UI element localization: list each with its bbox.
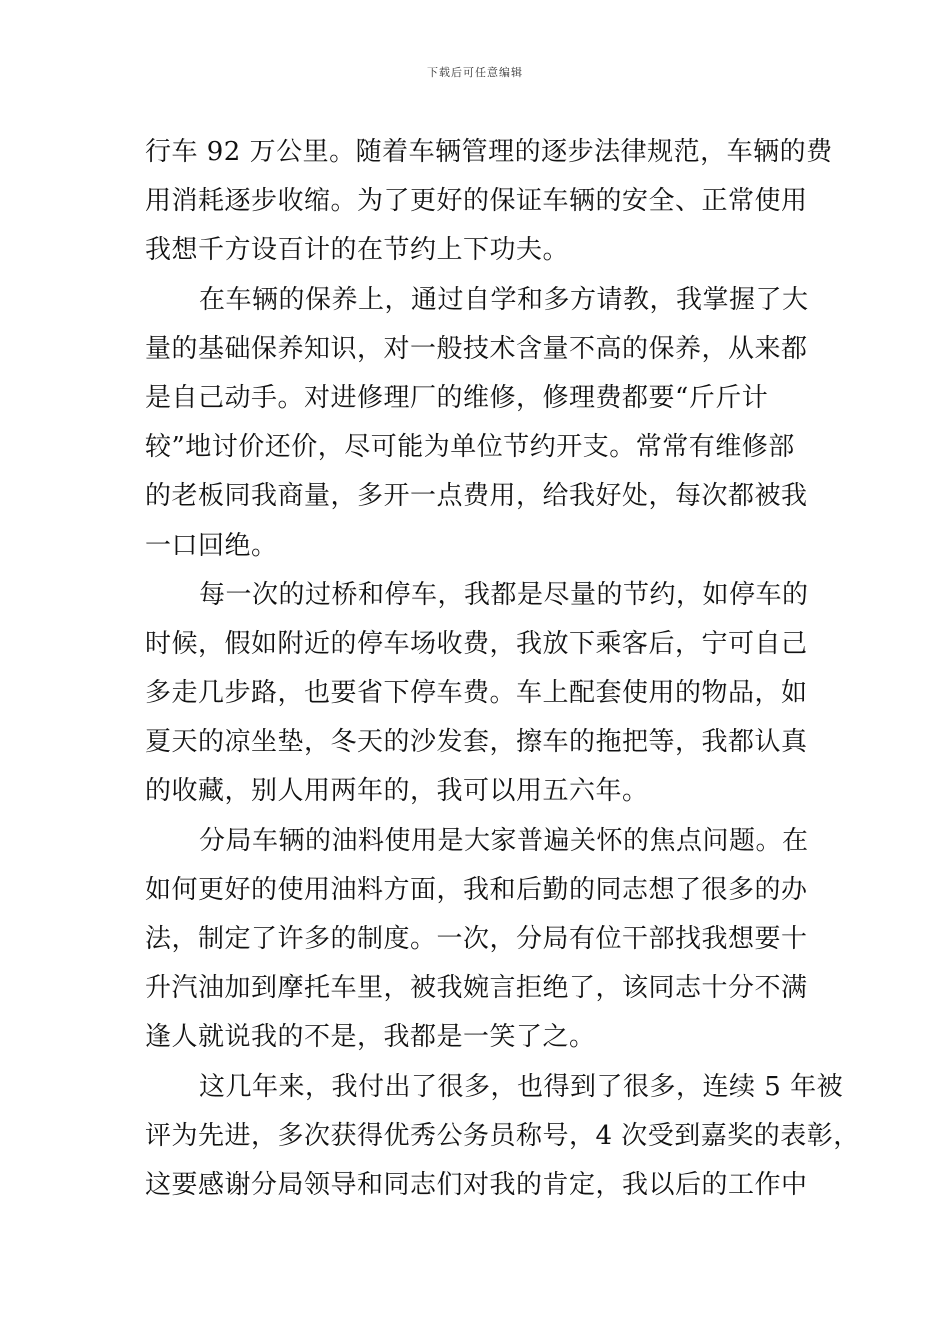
- paragraph-3: [145, 571, 815, 817]
- text-line: 是自己动手。对进修理厂的维修，修理费都要“斤斤计: [145, 382, 769, 413]
- paragraph-5: [145, 1063, 860, 1211]
- page-header: 下载后可任意编辑: [427, 66, 523, 79]
- text-line: 量的基础保养知识，对一般技术含量不高的保养，从来都: [145, 333, 808, 364]
- text-line: 行车 92 万公里。随着车辆管理的逐步法律规范，车辆的费: [145, 137, 833, 167]
- text-line: 一口回绝。: [145, 530, 278, 561]
- paragraph-1: [145, 128, 833, 276]
- text-line: 时候，假如附近的停车场收费，我放下乘客后，宁可自己: [145, 628, 808, 659]
- text-line: 多走几步路，也要省下停车费。车上配套使用的物品，如: [145, 678, 808, 709]
- text-line: 夏天的凉坐垫，冬天的沙发套，擦车的拖把等，我都认真: [145, 727, 808, 758]
- text-line: 评为先进，多次获得优秀公务员称号，4 次受到嘉奖的表彰，: [145, 1120, 860, 1151]
- text-line: 逢人就说我的不是，我都是一笑了之。: [145, 1022, 596, 1053]
- document-body: [145, 128, 860, 1210]
- text-line: 分局车辆的油料使用是大家普遍关怀的焦点问题。在: [199, 825, 809, 856]
- text-line: 较”地讨价还价，尽可能为单位节约开支。常常有维修部: [145, 432, 795, 463]
- paragraph-4: [145, 817, 815, 1063]
- text-line: 法，制定了许多的制度。一次，分局有位干部找我想要十: [145, 924, 808, 954]
- text-line: 这要感谢分局领导和同志们对我的肯定，我以后的工作中: [145, 1169, 808, 1200]
- text-line: 在车辆的保养上，通过自学和多方请教，我掌握了大: [199, 284, 809, 315]
- text-line: 这几年来，我付出了很多，也得到了很多，连续 5 年被: [199, 1071, 844, 1102]
- text-line: 的老板同我商量，多开一点费用，给我好处，每次都被我: [145, 481, 808, 512]
- text-line: 用消耗逐步收缩。为了更好的保证车辆的安全、正常使用: [145, 186, 808, 217]
- text-line: 的收藏，别人用两年的，我可以用五六年。: [145, 776, 649, 807]
- text-line: 如何更好的使用油料方面，我和后勤的同志想了很多的办: [145, 874, 808, 905]
- text-line: 升汽油加到摩托车里，被我婉言拒绝了，该同志十分不满: [145, 973, 808, 1004]
- text-line: 每一次的过桥和停车，我都是尽量的节约，如停车的: [199, 579, 809, 610]
- paragraph-2: [145, 276, 815, 571]
- text-line: 我想千方设百计的在节约上下功夫。: [145, 235, 570, 266]
